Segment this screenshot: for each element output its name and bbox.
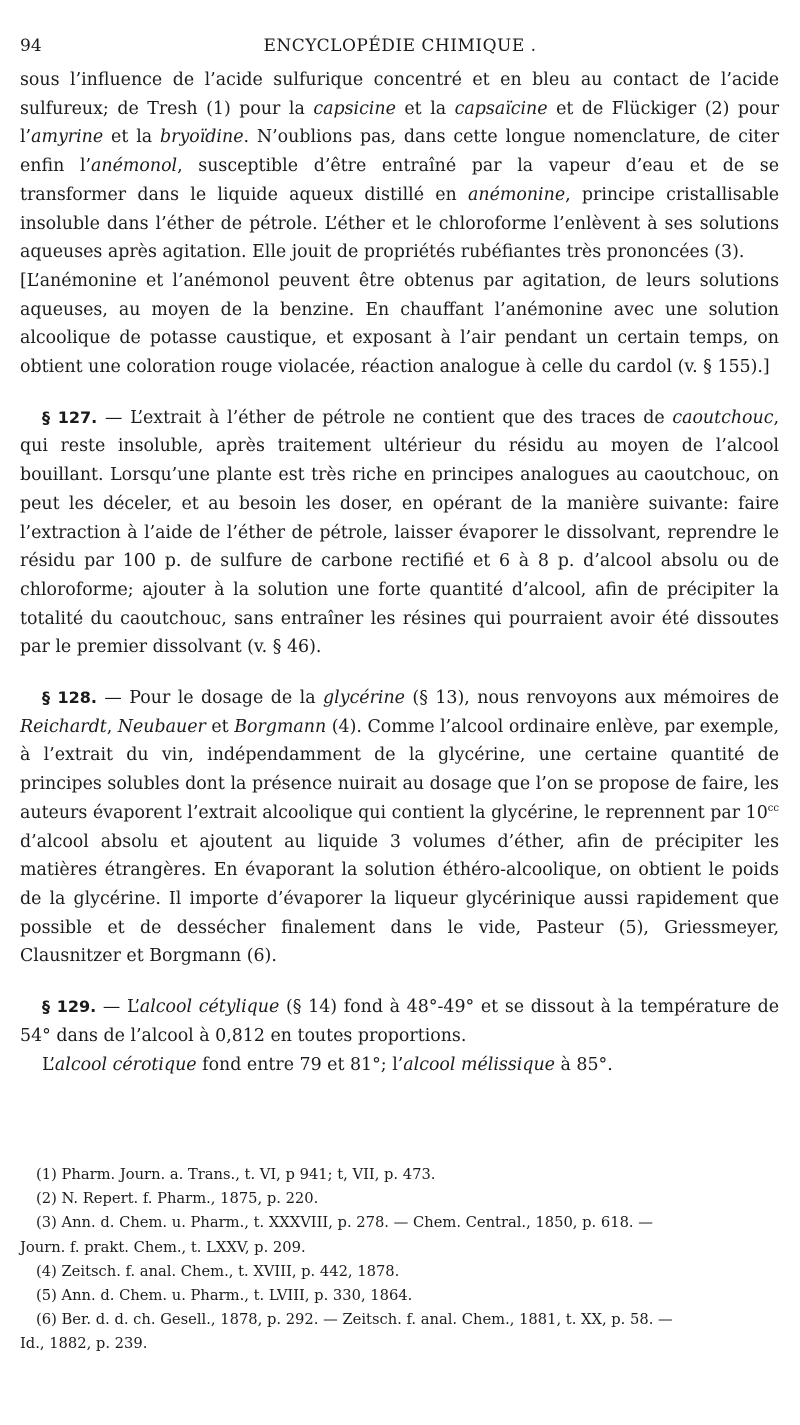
section-129: § 129. — L’alcool cétylique (§ 14) fond à 48°-49° et se dissout à la température de 54° dans de l’alcool à 0,812 en toutes proportions. (20, 997, 780, 1046)
page-header (20, 36, 780, 62)
footnote: (1) Pharm. Journ. a. Trans., t. VI, p 941; t, VII, p. 473. (36, 1166, 436, 1183)
footnotes (20, 1163, 779, 1357)
body-text (20, 66, 779, 1079)
footnote: (2) N. Repert. f. Pharm., 1875, p. 220. (36, 1190, 319, 1208)
footnote-continuation: Journ. f. prakt. Chem., t. LXXV, p. 209. (20, 1238, 306, 1256)
section-128: § 128. — Pour le dosage de la glycérine (§ 13), nous renvoyons aux mémoires de Reichardt, Neubauer et Borgmann (4). Comme l’alcool ordinaire enlève, par exemple, à l’extrait du vin, indépendamment de la glycérine, une certaine quantité de principes solubles dont la présence nuirait au dosage que l’on se propose de faire, les auteurs évaporent l’extrait alcoolique qui contient la glycérine, le reprennent par $10^{cc}$ d’alcool absolu et ajoutent au liquide 3 volumes d’éther, afin de précipiter les matières étrangères. En évaporant la solution éthéro-alcoolique, on obtient le poids de la glycérine. Il importe d’évaporer la liqueur glycérinique aussi rapidement que possible et de dessécher finalement dans le vide, Pasteur (5), Griessmeyer, Clausnitzer et Borgmann (6). (20, 688, 780, 967)
footnote-continuation: Id., 1882, p. 239. (20, 1335, 148, 1353)
section-127: § 127. — L’extrait à l’éther de pétrole ne contient que des traces de caoutchouc, qui reste insoluble, après traitement ultérieur du résidu au moyen de l’alcool bouillant. Lorsqu’une plante est très riche en principes analogues au caoutchouc, on peut les déceler, et au besoin les doser, en opérant de la manière suivante: faire l’extraction à l’aide de l’éther de pétrole, laisser évaporer le dissolvant, reprendre le résidu par 100 p. de sulfure de carbone rectifié et 6 à 8 p. d’alcool absolu ou de chloroforme; ajouter à la solution une forte quantité d’alcool, afin de précipiter la totalité du caoutchouc, sans entraîner les résines qui pourraient avoir été dissoutes par le premier dissolvant (v. § 46). (20, 407, 779, 658)
section-128-number: § 128. (42, 688, 97, 708)
section-127-number: § 127. (42, 407, 98, 427)
footnote: (3) Ann. d. Chem. u. Pharm., t. XXXVIII, p. 278. — Chem. Central., 1850, p. 618. — (36, 1214, 653, 1232)
page-number: 94 (20, 36, 42, 56)
paragraph-anemonine-note: [L’anémonine et l’anémonol peuvent être obtenus par agitation, de leurs solutions aqueuses, au moyen de la benzine. En chauffant l’anémonine avec une solution alcoolique de potasse caustique, et exposant à l’air pendant un certain temps, on obtient une coloration rouge violacée, réaction analogue à celle du cardol (v. § 155).] (20, 270, 779, 378)
running-title: ENCYCLOPÉDIE CHIMIQUE . (263, 36, 537, 56)
footnote: (6) Ber. d. d. ch. Gesell., 1878, p. 292. — Zeitsch. f. anal. Chem., 1881, t. XX, p. 58. — (36, 1311, 673, 1329)
footnote: (5) Ann. d. Chem. u. Pharm., t. LVIII, p. 330, 1864. (36, 1287, 413, 1305)
paragraph-continuation: sous l’influence de l’acide sulfurique concentré et en bleu au contact de l’acide sulfureux; de Tresh (1) pour la capsicine et la capsaïcine et de Flückiger (2) pour l’amyrine et la bryoïdine. N’oublions pas, dans cette longue nomenclature, de citer enfin l’anémonol, susceptible d’être entraîné par la vapeur d’eau et de se transformer dans le liquide aqueux distillé en anémonine, principe cristallisable insoluble dans l’éther de pétrole. L’éther et le chloroforme l’enlèvent à ses solutions aqueuses après agitation. Elle jouit de propriétés rubéfiantes très prononcées (3). (20, 70, 780, 263)
section-129-number: § 129. (42, 997, 97, 1017)
footnote: (4) Zeitsch. f. anal. Chem., t. XVIII, p. 442, 1878. (36, 1262, 400, 1280)
paragraph-alcools: L’alcool cérotique fond entre 79 et 81°; l’alcool mélissique à 85°. (42, 1054, 613, 1075)
